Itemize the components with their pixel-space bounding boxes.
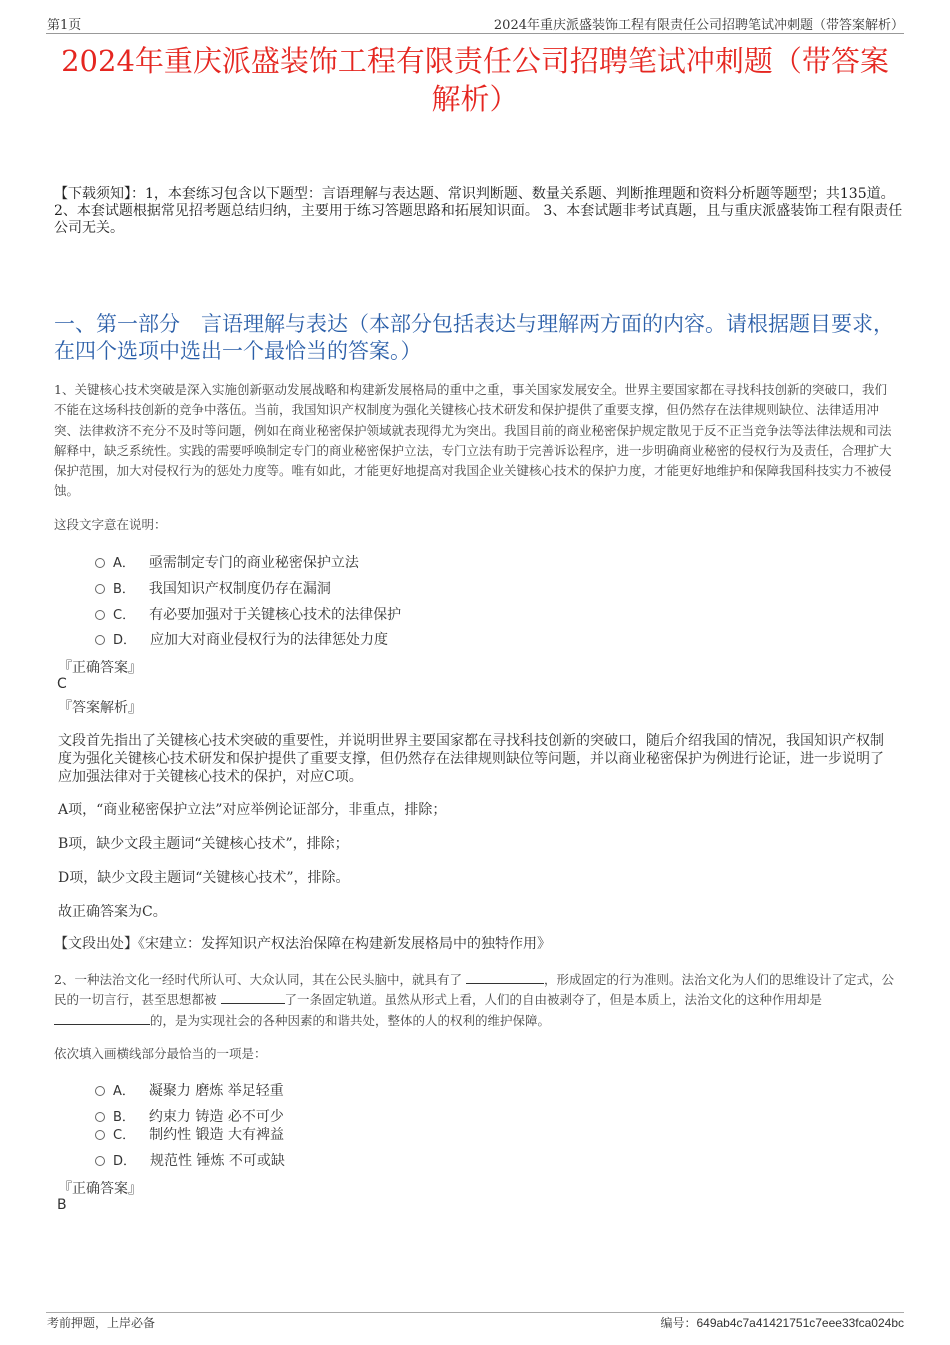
radio-icon[interactable] <box>95 1086 105 1096</box>
q1-answer-label: 『正确答案』 <box>58 660 142 676</box>
q1-analysis-paragraph: 文段首先指出了关键核心技术突破的重要性，并说明世界主要国家都在寻找科技创新的突破口，随后介绍我国的情况，我国知识产权制度为强化关键核心技术研发和保护提供了重要支撑，但仍然存在法律规则缺位等问题，并以商业秘密保护为例进行论证，进一步说明了应加强法律对于关键核心技术的保护，对应C项。 <box>58 733 884 785</box>
q1-option-c[interactable]: C． 有必要加强对于关键核心技术的法律保护 <box>95 604 401 624</box>
radio-icon[interactable] <box>95 1156 105 1166</box>
q2-option-a[interactable]: A． 凝聚力 磨炼 举足轻重 <box>95 1080 284 1100</box>
q1-analysis-d: D项，缺少文段主题词“关键核心技术”，排除。 <box>58 870 350 886</box>
q1-analysis-b: B项，缺少文段主题词“关键核心技术”，排除； <box>58 836 349 852</box>
blank-2 <box>221 991 285 1004</box>
question-2-prompt: 依次填入画横线部分最恰当的一项是： <box>54 1046 267 1061</box>
blank-3 <box>54 1012 150 1025</box>
section-heading: 一、第一部分 言语理解与表达（本部分包括表达与理解两方面的内容。请根据题目要求，在四个选项中选出一个最恰当的答案。） <box>54 312 894 363</box>
q1-option-a[interactable]: A． 亟需制定专门的商业秘密保护立法 <box>95 552 359 572</box>
q1-analysis-a: A项，“商业秘密保护立法”对应举例论证部分，非重点，排除； <box>58 802 447 818</box>
q1-source: 【文段出处】《宋建立：发挥知识产权法治保障在构建新发展格局中的独特作用》 <box>54 936 551 952</box>
radio-icon[interactable] <box>95 1130 105 1140</box>
q1-analysis-label: 『答案解析』 <box>58 700 142 716</box>
footer-slogan: 考前押题，上岸必备 <box>47 1316 156 1330</box>
q1-analysis-conclusion: 故正确答案为C。 <box>58 904 167 920</box>
q2-option-d[interactable]: D． 规范性 锤炼 不可或缺 <box>95 1150 285 1170</box>
question-1-stem: 1、关键核心技术突破是深入实施创新驱动发展战略和构建新发展格局的重中之重，事关国家发展安全。世界主要国家都在寻找科技创新的突破口，我们不能在这场科技创新的竞争中落伍。当前，我国知识产权制度为强化关键核心技术研发和保护提供了重要支撑，但仍然存在法律规则缺位、法律适用冲突、法律救济不充分不及时等问题，例如在商业秘密保护领域就表现得尤为突出。我国目前的商业秘密保护规定散见于反不正当竞争法等法律法规和司法解释中，缺乏系统性。实践的需要呼唤制定专门的商业秘密保护立法，专门立法有助于完善诉讼程序，进一步明确商业秘密的侵权行为及责任，合理扩大保护范围，加大对侵权行为的惩处力度等。唯有如此，才能更好地提高对我国企业关键核心技术的保护力度，才能更好地维护和保障我国科技实力不被侵蚀。 <box>54 382 892 499</box>
footer-document-id: 编号：649ab4c7a41421751c7eee33fca024bc <box>660 1316 904 1330</box>
q1-option-d[interactable]: D． 应加大对商业侵权行为的法律惩处力度 <box>95 629 388 649</box>
radio-icon[interactable] <box>95 558 105 568</box>
radio-icon[interactable] <box>95 610 105 620</box>
question-1-prompt: 这段文字意在说明： <box>54 517 167 532</box>
q2-answer-label: 『正确答案』 <box>58 1181 142 1197</box>
radio-icon[interactable] <box>95 635 105 645</box>
page-title: 2024年重庆派盛装饰工程有限责任公司招聘笔试冲刺题（带答案解析） <box>61 44 889 116</box>
footer-divider <box>46 1312 904 1313</box>
question-2-stem: 2、一种法治文化一经时代所认可、大众认同，其在公民头脑中，就具有了 ，形成固定的行为准则。法治文化为人们的思维设计了定式，公民的一切言行，甚至思想都被 了一条固定轨道。虽然从形式上看，人们的自由被剥夺了，但是本质上，法治文化的这种作用却是 的，是为实现社会的各种因素的和谐共处，整体的人的权利的维护保障。 <box>54 972 894 1028</box>
radio-icon[interactable] <box>95 1112 105 1122</box>
header-divider <box>46 33 904 34</box>
q2-option-c[interactable]: C． 制约性 锻造 大有裨益 <box>95 1124 284 1144</box>
blank-1 <box>466 971 544 984</box>
q2-option-b[interactable]: B． 约束力 铸造 必不可少 <box>95 1106 284 1126</box>
header-title: 2024年重庆派盛装饰工程有限责任公司招聘笔试冲刺题（带答案解析） <box>493 18 904 33</box>
page-number: 第1页 <box>47 18 82 33</box>
download-notice: 【下载须知】：1，本套练习包含以下题型：言语理解与表达题、常识判断题、数量关系题、判断推理题和资料分析题等题型；共135道。 2、本套试题根据常见招考题总结归纳，主要用于练习答题思路和拓展知识面。 3、本套试题非考试真题，且与重庆派盛装饰工程有限责任公司无关。 <box>54 186 903 236</box>
q2-answer: B <box>57 1197 67 1213</box>
q1-answer: C <box>57 676 67 692</box>
q1-option-b[interactable]: B． 我国知识产权制度仍存在漏洞 <box>95 578 331 598</box>
radio-icon[interactable] <box>95 584 105 594</box>
